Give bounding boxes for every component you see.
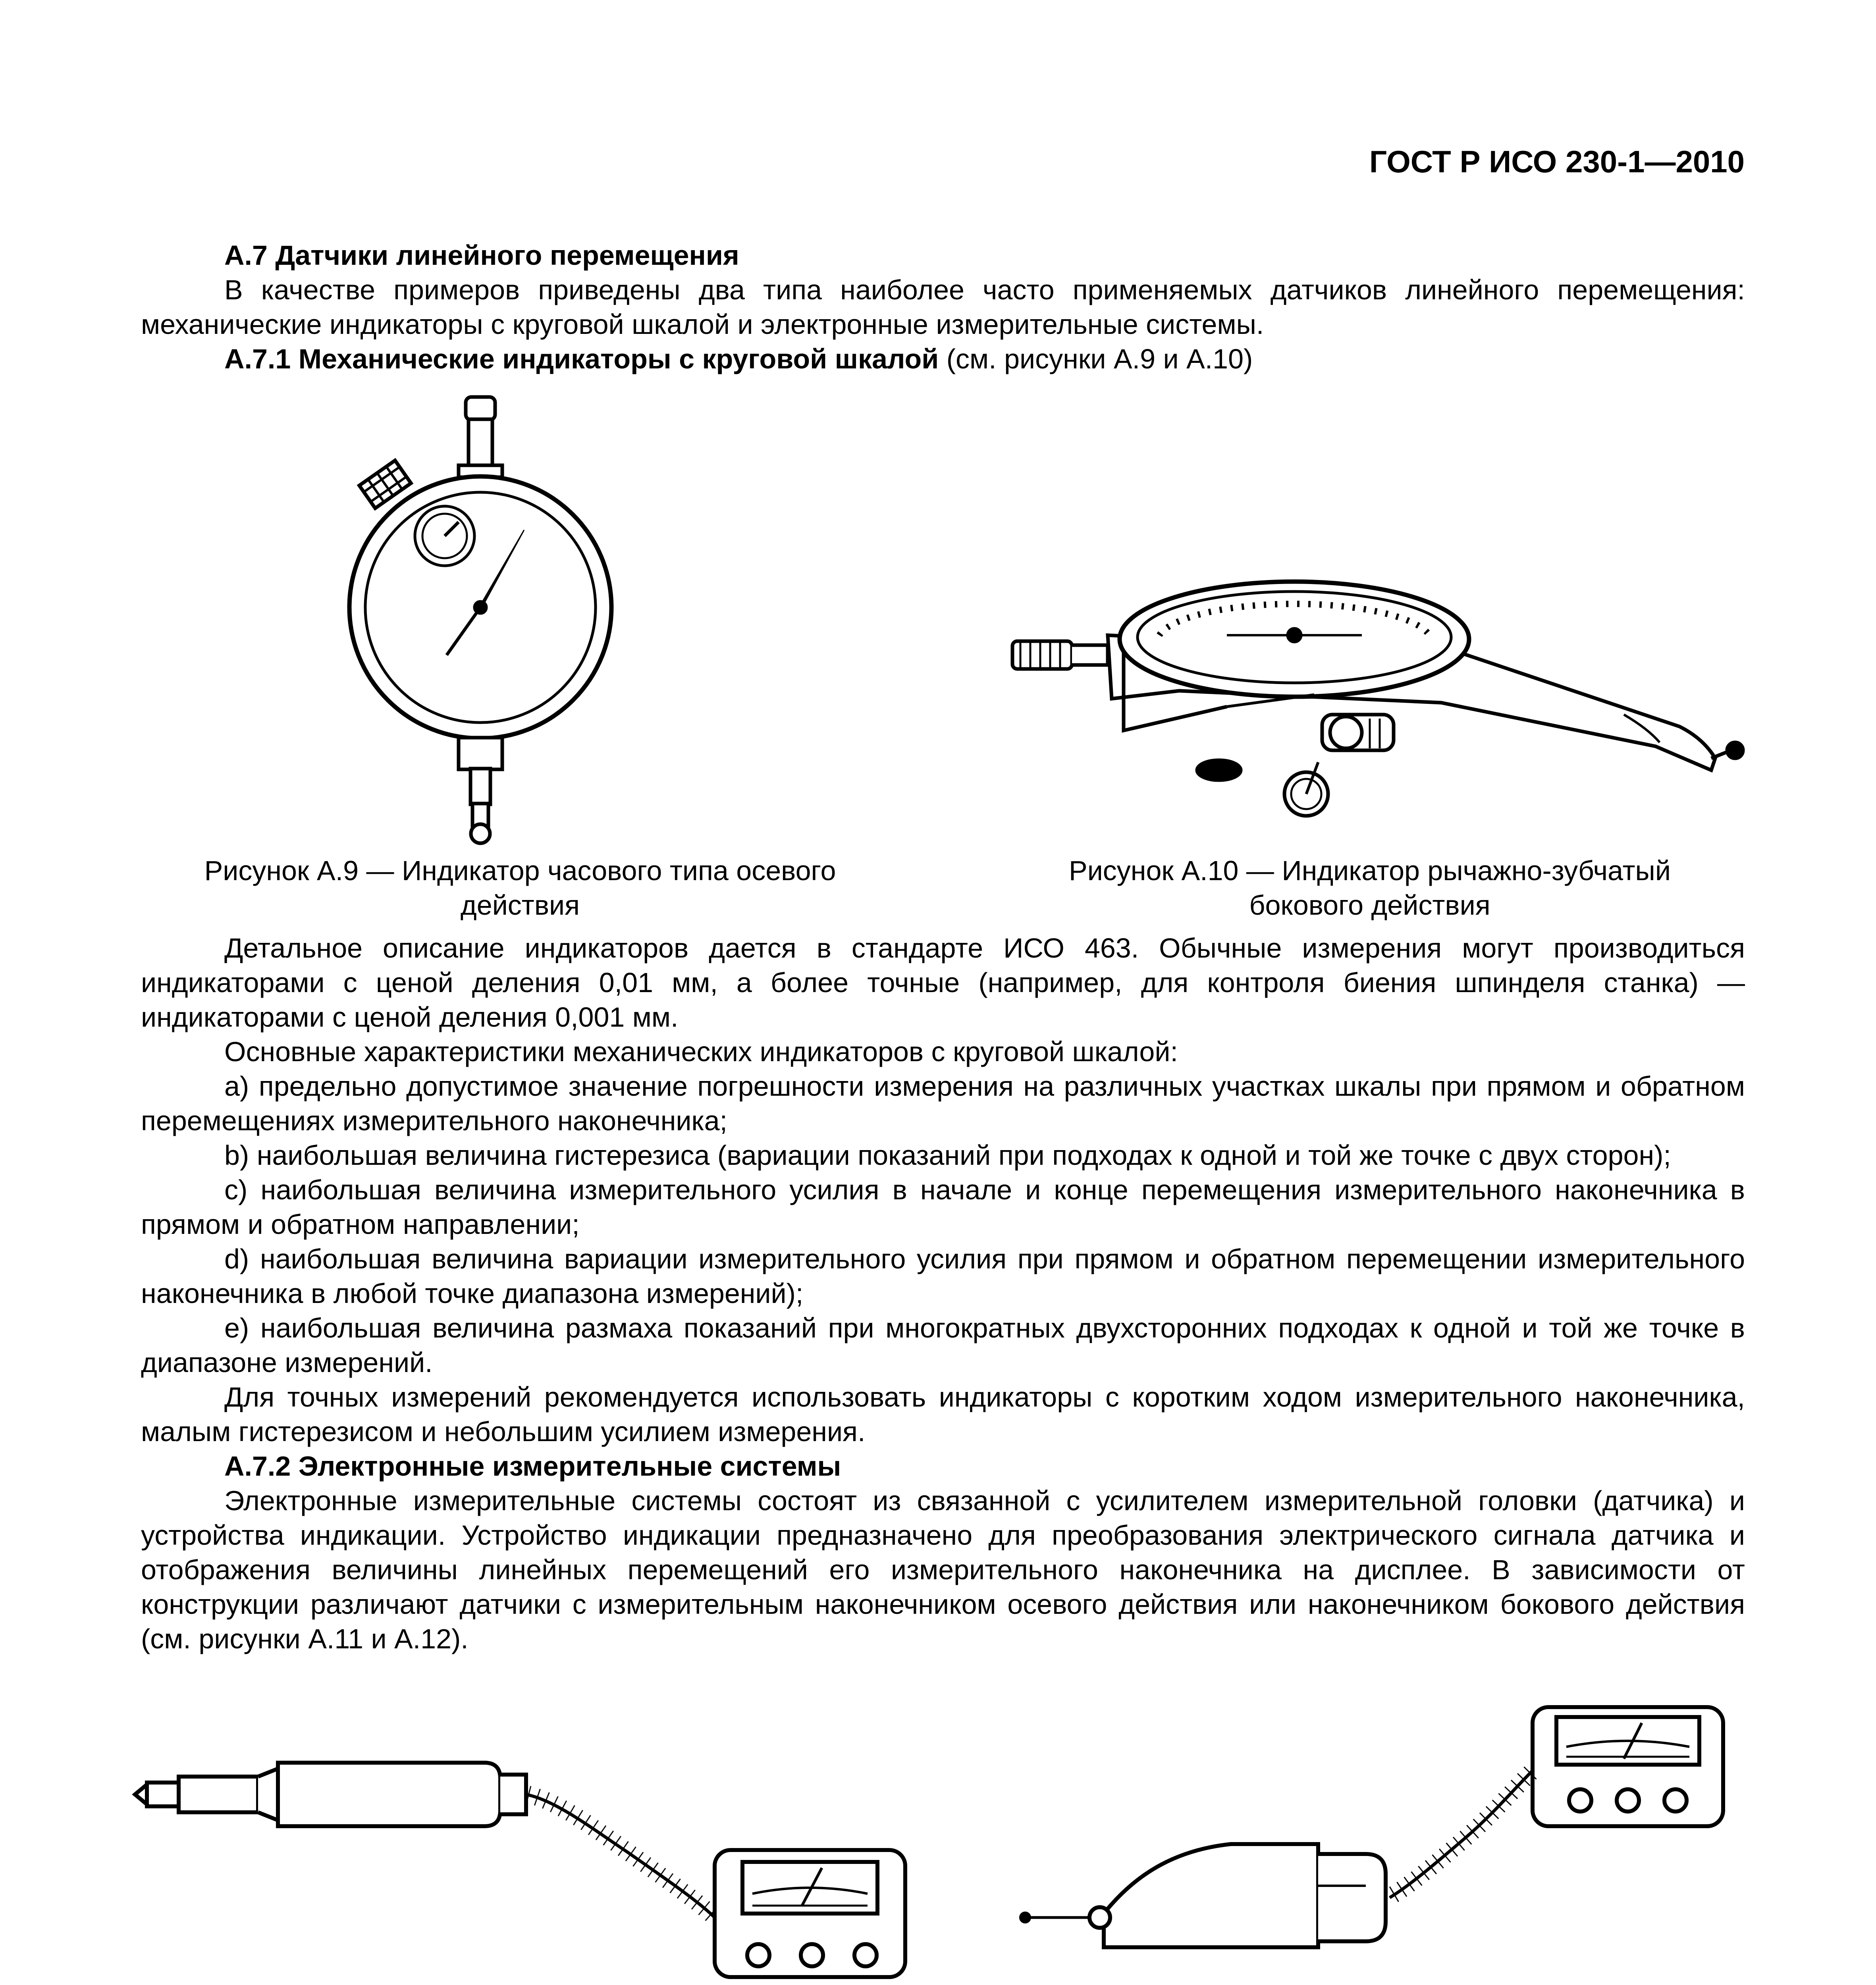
list-item: c) наибольшая величина измерительного усилия в начале и конце перемещения измерительного наконечника в прямом и обратном направлении; [141, 1174, 1745, 1240]
section-title: А.7 Датчики линейного перемещения [224, 240, 739, 271]
figure-a10-lever-indicator [1005, 572, 1751, 826]
subsection-title: А.7.2 Электронные измерительные системы [224, 1451, 841, 1482]
section-a7-body [141, 931, 1745, 1656]
figure-a9-caption: Рисунок А.9 — Индикатор часового типа осевого действия [204, 855, 836, 921]
figure-a12-lateral-probe [1016, 1699, 1731, 1969]
figure-a10-caption: Рисунок А.10 — Индикатор рычажно-зубчатый бокового действия [1069, 855, 1671, 921]
paragraph: Детальное описание индикаторов дается в стандарте ИСО 463. Обычные измерения могут производиться индикаторами с ценой деления 0,01 мм, а более точные (например, для контроля биения шпинделя станка) — индикаторами с ценой деления 0,001 мм. [141, 933, 1745, 1033]
subsection-title: А.7.1 Механические индикаторы с круговой шкалой [224, 343, 939, 374]
figure-a11-caption [143, 1983, 913, 1985]
paragraph: Основные характеристики механических индикаторов с круговой шкалой: [224, 1036, 1178, 1067]
list-item: b) наибольшая величина гистерезиса (вариации показаний при подходах к одной и той же точке с двух сторон); [224, 1140, 1671, 1171]
subsection-heading [141, 342, 1745, 376]
list-item: a) предельно допустимое значение погрешности измерения на различных участках шкалы при прямом и обратном перемещениях измерительного наконечника; [141, 1071, 1745, 1136]
figure-reference: (см. рисунки А.9 и А.10) [939, 343, 1253, 374]
list-item: e) наибольшая величина размаха показаний при многократных двухсторонних подходах к одной и той же точке в диапазоне измерений. [141, 1312, 1745, 1378]
paragraph: В качестве примеров приведены два типа наиболее часто применяемых датчиков линейного перемещения: механические индикаторы с круговой шкалой и электронные измерительные системы. [141, 274, 1745, 340]
section-a7 [141, 238, 1745, 376]
document-header: ГОСТ Р ИСО 230-1—2010 [1369, 144, 1745, 179]
list-item: d) наибольшая величина вариации измерительного усилия при прямом и обратном перемещении измерительного наконечника в любой точке диапазона измерений); [141, 1243, 1745, 1309]
figure-a9-dial-indicator [349, 393, 635, 850]
figure-a12-caption [1012, 1983, 1751, 1985]
paragraph: Для точных измерений рекомендуется использовать индикаторы с коротким ходом измерительного наконечника, малым гистерезисом и небольшим усилием измерения. [141, 1382, 1745, 1447]
figure-a11-axial-probe [127, 1731, 913, 1985]
paragraph: Электронные измерительные системы состоят из связанной с усилителем измерительной головки (датчика) и устройства индикации. Устройство индикации предназначено для преобразования электрического сигнала датчика и отображения величины линейных перемещений его измерительного наконечника на дисплее. В зависимости от конструкции различают датчики с измерительным наконечником осевого действия или наконечником бокового действия (см. рисунки А.11 и А.12). [141, 1485, 1745, 1654]
